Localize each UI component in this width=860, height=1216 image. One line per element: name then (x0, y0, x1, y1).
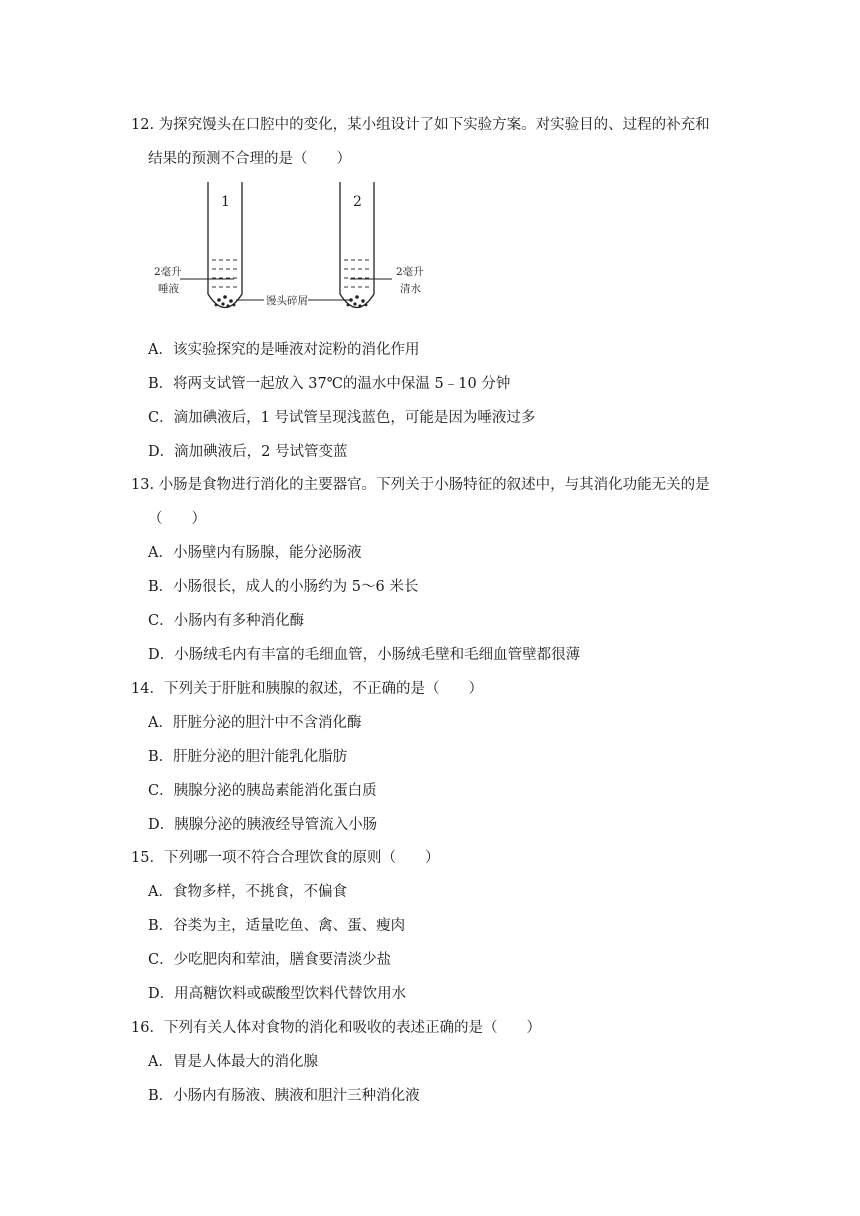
q16-option-b: B．小肠内有肠液、胰液和胆汁三种消化液 (148, 1088, 420, 1104)
question-13-stem-line2: （ ） (148, 511, 206, 527)
question-12-stem-line1: 12. 为探究馒头在口腔中的变化，某小组设计了如下实验方案。对实验目的、过程的补充和 (131, 117, 710, 133)
question-12-stem-line2: 结果的预测不合理的是（ ） (148, 151, 351, 167)
q13-option-a: A．小肠壁内有肠腺，能分泌肠液 (148, 545, 362, 561)
question-14-stem: 14．下列关于肝脏和胰腺的叙述，不正确的是（ ） (131, 681, 483, 697)
q14-option-d: D．胰腺分泌的胰液经导管流入小肠 (148, 817, 378, 833)
q15-option-c: C．少吃肥肉和荤油，膳食要清淡少盐 (148, 952, 392, 968)
q12-option-c: C．滴加碘液后，1 号试管呈现浅蓝色，可能是因为唾液过多 (148, 410, 536, 426)
q14-option-a: A．肝脏分泌的胆汁中不含消化酶 (148, 715, 362, 731)
right-label-line1: 2毫升 (396, 266, 424, 278)
tube-2-label: 2 (353, 194, 362, 210)
q15-option-a: A．食物多样，不挑食，不偏食 (148, 884, 347, 900)
q12-option-a: A．该实验探究的是唾液对淀粉的消化作用 (148, 342, 420, 358)
right-label-line2: 清水 (400, 283, 421, 295)
q13-option-c: C．小肠内有多种消化酶 (148, 613, 305, 629)
center-label: 馒头碎屑 (266, 295, 308, 307)
question-13-stem-line1: 13. 小肠是食物进行消化的主要器官。下列关于小肠特征的叙述中，与其消化功能无关的是 (131, 477, 710, 493)
q16-option-a: A．胃是人体最大的消化腺 (148, 1054, 318, 1070)
q13-option-d: D．小肠绒毛内有丰富的毛细血管，小肠绒毛壁和毛细血管壁都很薄 (148, 647, 581, 663)
q12-option-d: D．滴加碘液后，2 号试管变蓝 (148, 444, 348, 460)
tube-1-label: 1 (221, 194, 230, 210)
test-tube-figure (140, 176, 450, 326)
q15-option-d: D．用高糖饮料或碳酸型饮料代替饮用水 (148, 986, 407, 1002)
q14-option-c: C．胰腺分泌的胰岛素能消化蛋白质 (148, 783, 377, 799)
left-label-line1: 2毫升 (154, 266, 182, 278)
q15-option-b: B．谷类为主，适量吃鱼、禽、蛋、瘦肉 (148, 918, 406, 934)
q14-option-b: B．肝脏分泌的胆汁能乳化脂肪 (148, 749, 348, 765)
q12-option-b: B．将两支试管一起放入 37℃的温水中保温 5﹣10 分钟 (148, 376, 511, 392)
question-16-stem: 16．下列有关人体对食物的消化和吸收的表述正确的是（ ） (131, 1020, 541, 1036)
q13-option-b: B．小肠很长，成人的小肠约为 5～6 米长 (148, 579, 419, 595)
left-label-line2: 唾液 (158, 283, 179, 295)
question-15-stem: 15．下列哪一项不符合合理饮食的原则（ ） (131, 850, 440, 866)
